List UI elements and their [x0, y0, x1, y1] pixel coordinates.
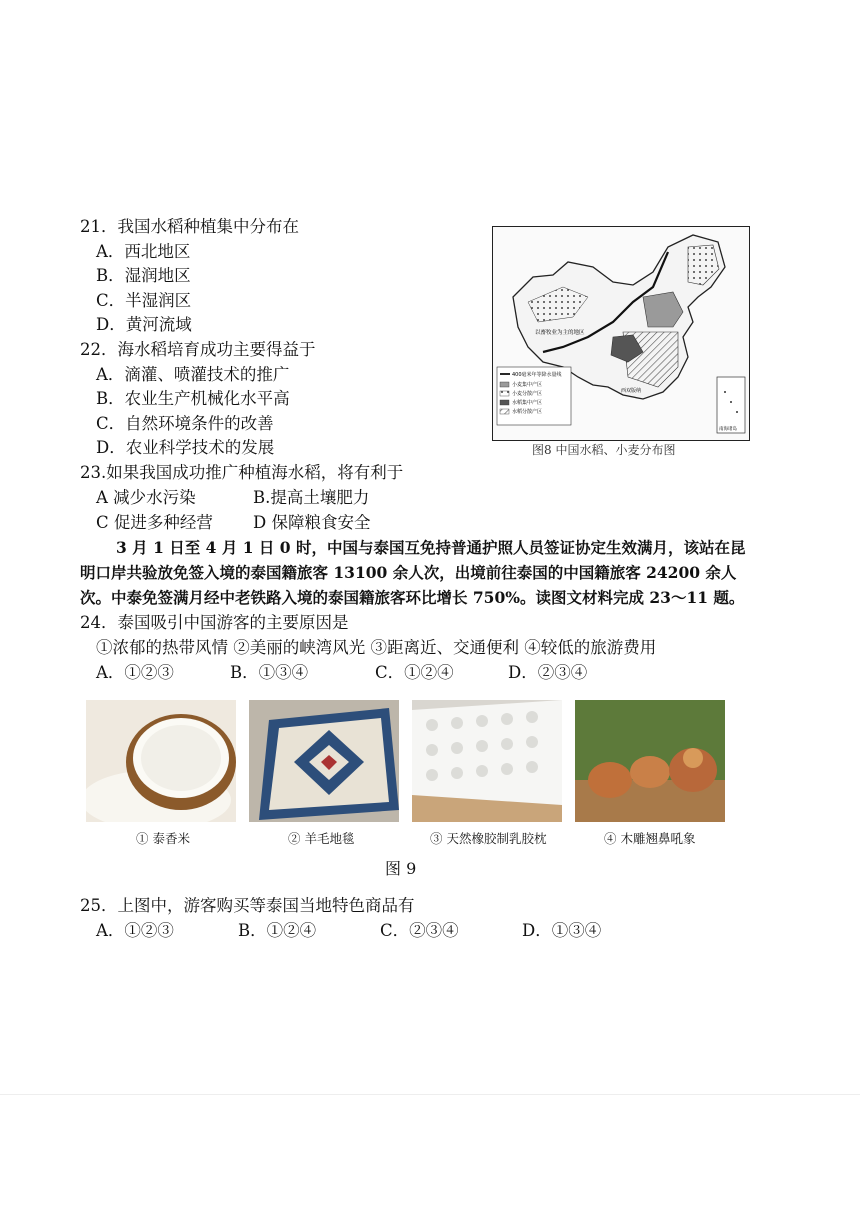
q22-option-a: A．滴灌、喷灌技术的推广	[96, 365, 290, 384]
q22-stem: 22．海水稻培育成功主要得益于	[80, 340, 316, 359]
q24-stem: 24．泰国吸引中国游客的主要原因是	[80, 613, 349, 632]
q25-option-c: C．②③④	[380, 921, 459, 940]
q23-option-d: D 保障粮食安全	[253, 513, 371, 532]
caption-pillow: ③ 天然橡胶制乳胶枕	[430, 831, 547, 846]
south-sea-label: 南海诸岛	[719, 427, 737, 432]
legend-rice-scattered: 水稻分散产区	[512, 409, 543, 415]
q21-option-c: C．半湿润区	[96, 291, 192, 310]
figure-9-label: 图 9	[385, 859, 417, 878]
q25-option-d: D．①③④	[522, 921, 602, 940]
legend-line-label: 400毫米年等降水量线	[512, 372, 562, 378]
q24-option-b: B．①③④	[230, 663, 309, 682]
rice-bowl-photo	[86, 700, 236, 822]
q21-option-a: A．西北地区	[96, 242, 191, 261]
q23-option-c: C 促进多种经营	[96, 513, 213, 532]
xishuangbanna-label: 西双版纳	[621, 388, 642, 394]
q21-stem: 21．我国水稻种植集中分布在	[80, 217, 299, 236]
q24-reasons: ①浓郁的热带风情 ②美丽的峡湾风光 ③距离近、交通便利 ④较低的旅游费用	[96, 638, 657, 657]
q24-option-d: D．②③④	[508, 663, 588, 682]
map-caption: 图8 中国水稻、小麦分布图	[532, 443, 676, 457]
q25-option-b: B．①②④	[238, 921, 317, 940]
q24-option-c: C．①②④	[375, 663, 454, 682]
q22-option-d: D．农业科学技术的发展	[96, 438, 275, 457]
legend-wheat-concentrated: 小麦集中产区	[512, 382, 543, 388]
q22-option-b: B．农业生产机械化水平高	[96, 389, 290, 408]
pastoral-area-label: 以畜牧业为主的地区	[535, 330, 585, 336]
wood-elephant-photo	[575, 700, 725, 822]
china-rice-wheat-map	[492, 226, 750, 441]
page-bottom-rule	[0, 1094, 860, 1095]
passage-line-1: 3 月 1 日至 4 月 1 日 0 时，中国与泰国互免持普通护照人员签证协定生效满月，该站在昆	[116, 538, 746, 557]
legend-rice-concentrated: 水稻集中产区	[512, 400, 543, 406]
caption-rice: ① 泰香米	[136, 831, 190, 846]
passage-line-3: 次。中泰免签满月经中老铁路入境的泰国籍旅客环比增长 750%。读图文材料完成 23～11 题。	[80, 588, 745, 607]
passage-line-2: 明口岸共验放免签入境的泰国籍旅客 13100 余人次，出境前往泰国的中国籍旅客 24200 余人	[80, 563, 737, 582]
caption-carpet: ② 羊毛地毯	[288, 831, 355, 846]
carpet-photo	[249, 700, 399, 822]
q21-option-d: D．黄河流域	[96, 315, 192, 334]
legend-wheat-scattered: 小麦分散产区	[512, 391, 543, 397]
q25-option-a: A．①②③	[96, 921, 174, 940]
q25-stem: 25．上图中，游客购买等泰国当地特色商品有	[80, 896, 415, 915]
q23-option-a: A 减少水污染	[96, 488, 196, 507]
map-drawing	[493, 227, 749, 440]
q23-stem: 23.如果我国成功推广种植海水稻，将有利于	[80, 463, 404, 482]
q23-option-b: B.提高土壤肥力	[253, 488, 370, 507]
caption-elephant: ④ 木雕翘鼻吼象	[604, 831, 696, 846]
q21-option-b: B．湿润地区	[96, 266, 191, 285]
latex-pillow-photo	[412, 700, 562, 822]
south-sea-inset	[717, 377, 745, 433]
q22-option-c: C．自然环境条件的改善	[96, 414, 274, 433]
q24-option-a: A．①②③	[96, 663, 174, 682]
